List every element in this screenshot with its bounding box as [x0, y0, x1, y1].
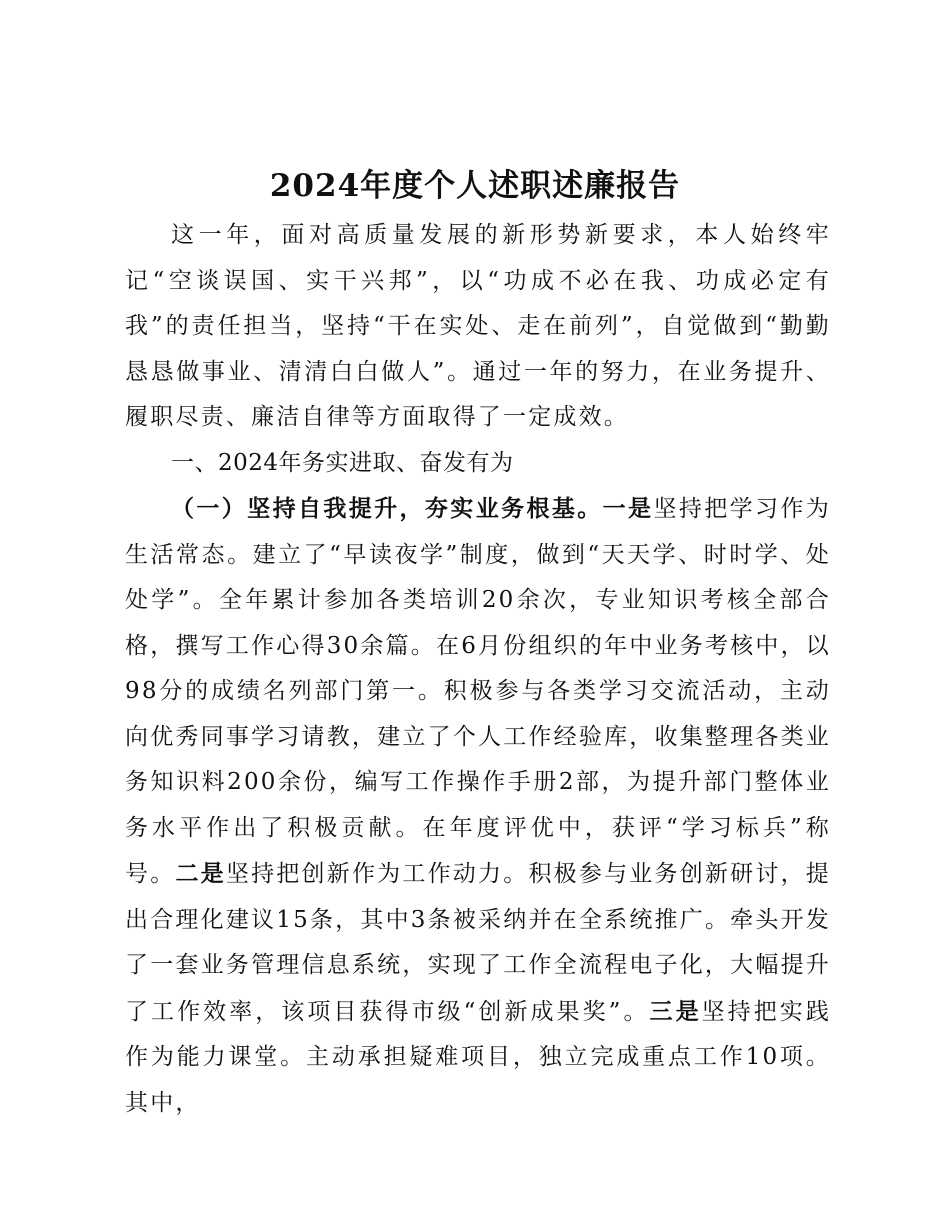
section-heading: 一、2024年务实进取、奋发有为 — [171, 449, 514, 476]
point-three-lead: 三是 — [649, 997, 702, 1025]
point-one-text: 坚持把学习作为生活常态。建立了“早读夜学”制度，做到“天天学、时时学、处处学”。全年累计参加各类培训20余次，专业知识考核全部合格，撰写工作心得30余篇。在6月份组织的年中业务考核中，以98分的成绩名列部门第一。积极参与各类学习交流活动，主动向优秀同事学习请教，建立了个人工作经验库，收集整理各类业务知识料200余份，编写工作操作手册2部，为提升部门整体业务水平作出了积极贡献。在年度评优中，获评“学习标兵”称号。 — [125, 496, 832, 887]
subsection-heading: （一）坚持自我提升，夯实业务根基。 — [171, 495, 603, 522]
section-paragraph — [125, 486, 831, 1126]
document-title: 2024年度个人述职述廉报告 — [269, 168, 681, 204]
point-one-lead: 一是 — [602, 495, 654, 522]
point-two-text: 坚持把创新作为工作动力。积极参与业务创新研讨，提出合理化建议15条，其中3条被采纳并在全系统推广。牵头开发了一套业务管理信息系统，实现了工作全流程电子化，大幅提升了工作效率，该项目获得市级“创新成果奖”。 — [125, 861, 831, 1025]
document-body — [125, 213, 831, 1126]
intro-paragraph: 这一年，面对高质量发展的新形势新要求，本人始终牢记“空谈误国、实干兴邦”，以“功成不必在我、功成必定有我”的责任担当，坚持“干在实处、走在前列”，自觉做到“勤勤恳恳做事业、清清白白做人”。通过一年的努力，在业务提升、履职尽责、廉洁自律等方面取得了一定成效。 — [125, 222, 831, 430]
point-two-lead: 二是 — [175, 860, 226, 887]
point-three-text: 坚持把实践作为能力课堂。主动承担疑难项目，独立完成重点工作10项。其中， — [125, 998, 832, 1116]
